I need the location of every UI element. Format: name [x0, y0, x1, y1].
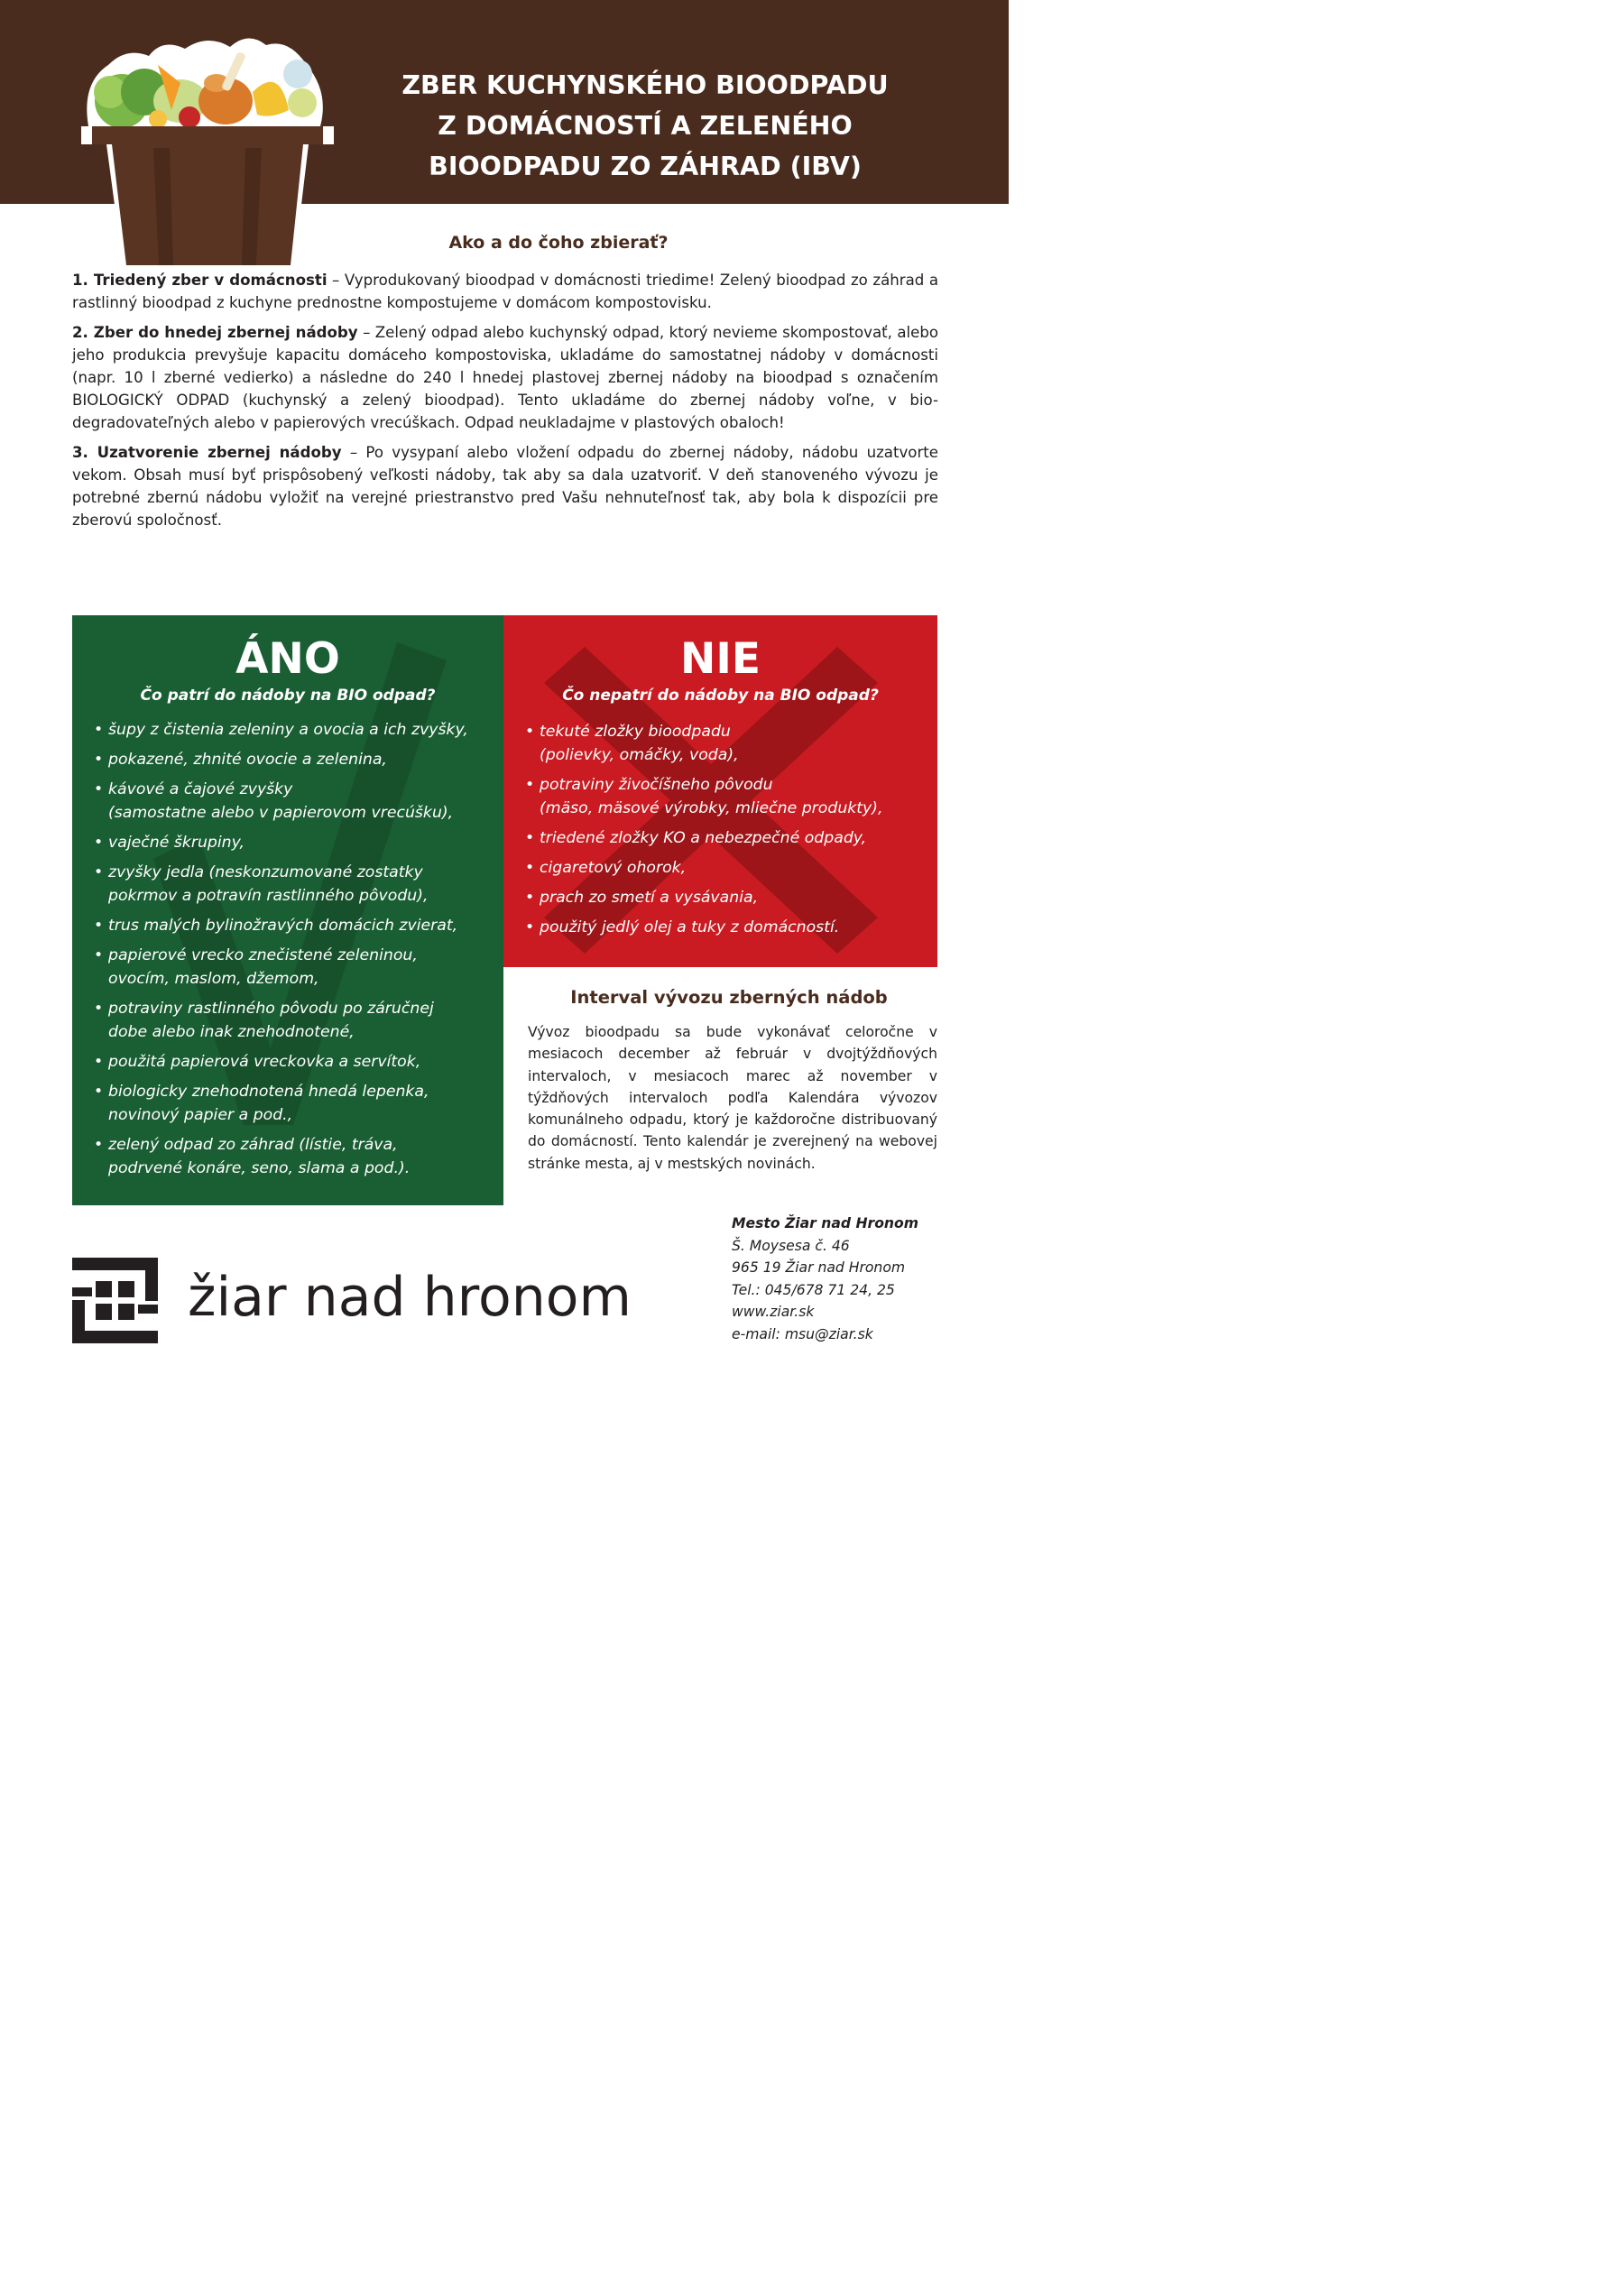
list-item-line: (mäso, mäsové výrobky, mliečne produkty),	[540, 799, 883, 817]
list-item	[94, 861, 500, 908]
bullet-icon: •	[525, 776, 535, 794]
list-item-line: (samostatne alebo v papierovom vrecúšku),	[108, 804, 454, 822]
list-item	[94, 748, 500, 771]
contact-web: www.ziar.sk	[732, 1304, 815, 1320]
list-item-line: šupy z čistenia zeleniny a ovocia a ich zvyšky,	[108, 721, 468, 739]
list-item-line: prach zo smetí a vysávania,	[540, 889, 759, 907]
city-logo-text: žiar nad hronom	[188, 1266, 632, 1329]
list-item	[525, 773, 931, 820]
list-item-line: potraviny živočíšneho pôvodu	[540, 776, 773, 794]
list-item	[525, 916, 931, 939]
no-question: Čo nepatrí do nádoby na BIO odpad?	[562, 687, 879, 705]
list-item-line: triedené zložky KO a nebezpečné odpady,	[540, 829, 867, 847]
bullet-icon: •	[94, 946, 104, 964]
list-item-line: zelený odpad zo záhrad (lístie, tráva,	[108, 1136, 398, 1154]
no-title: NIE	[680, 634, 761, 684]
title-line: Z DOMÁCNOSTÍ A ZELENÉHO	[438, 111, 853, 141]
list-item-line: novinový papier a pod.,	[108, 1106, 293, 1124]
section-heading: Ako a do čoho zbierať?	[448, 233, 669, 253]
page-title	[361, 65, 929, 187]
list-item	[94, 778, 500, 825]
contact-street: Š. Moysesa č. 46	[732, 1237, 850, 1254]
list-item-line: tekuté zložky bioodpadu	[540, 723, 731, 741]
step-heading: 2. Zber do hnedej zbernej nádoby	[72, 324, 358, 341]
list-item-line: papierové vrecko znečistené zeleninou,	[108, 946, 418, 964]
bullet-icon: •	[94, 1083, 104, 1101]
contact-email: e-mail: msu@ziar.sk	[732, 1325, 873, 1342]
contact-phone: Tel.: 045/678 71 24, 25	[732, 1281, 895, 1298]
list-item	[525, 856, 931, 880]
list-item-line: (polievky, omáčky, voda),	[540, 746, 739, 764]
list-item	[94, 718, 500, 742]
list-item	[94, 914, 500, 937]
list-item	[94, 944, 500, 991]
yes-list	[94, 718, 500, 1186]
list-item-line: trus malých bylinožravých domácich zvierat,	[108, 917, 458, 935]
list-item-line: pokazené, zhnité ovocie a zelenina,	[108, 751, 387, 769]
bullet-icon: •	[525, 918, 535, 936]
yes-question: Čo patrí do nádoby na BIO odpad?	[140, 687, 436, 705]
list-item	[94, 997, 500, 1044]
list-item	[94, 831, 500, 854]
list-item	[94, 1050, 500, 1074]
step-paragraph	[72, 321, 938, 434]
step-paragraph	[72, 441, 938, 531]
no-list	[525, 720, 931, 945]
step-text: – Vyprodukovaný bioodpad v domácnosti triedime! Zelený bioodpad zo záhrad a rastlinný bioodpad z kuchyne prednostne kompostujeme v domácom kompostovisku.	[72, 272, 938, 311]
list-item-line: biologicky znehodnotená hnedá lepenka,	[108, 1083, 429, 1101]
contact-name: Mesto Žiar nad Hronom	[732, 1215, 918, 1231]
bullet-icon: •	[94, 721, 104, 739]
bullet-icon: •	[94, 1000, 104, 1018]
bullet-icon: •	[94, 1136, 104, 1154]
list-item	[525, 826, 931, 850]
interval-text: Vývoz bioodpadu sa bude vykonávať celoročne v mesiacoch december až február v dvojtýždňových intervaloch, v mesiacoch marec až november v týždňových intervaloch podľa Kalendára vývozov komunálneho odpadu, ktorý je každoročne distribuovaný do domácností. Tento kalendár je zverejnený na webovej stránke mesta, aj v mestských novinách.	[528, 1024, 937, 1172]
step-text: – Zelený odpad alebo kuchynský odpad, ktorý nevieme skompostovať, alebo jeho produkcia prevyšuje kapacitu domáceho kompostoviska, ukladáme do samostatnej nádoby v domácnosti (napr. 10 l zberné vedierko) a následne do 240 l hnedej plastovej zbernej nádoby na bioodpad s označením BIOLOGICKÝ ODPAD (kuchynský a zelený bioodpad). Tento ukladáme do zbernej nádoby voľne, v bio-degradovateľných alebo v papierových vrecúškach. Odpad neukladajme v plastových obaloch!	[72, 324, 939, 431]
list-item-line: potraviny rastlinného pôvodu po záručnej	[108, 1000, 434, 1018]
list-item	[525, 886, 931, 909]
list-item-line: zvyšky jedla (neskonzumované zostatky	[108, 863, 423, 881]
contact-city: 965 19 Žiar nad Hronom	[732, 1259, 906, 1276]
list-item	[94, 1080, 500, 1127]
list-item-line: dobe alebo inak znehodnotené,	[108, 1023, 355, 1041]
city-logo-icon	[72, 1258, 158, 1343]
list-item-line: vaječné škrupiny,	[108, 834, 245, 852]
list-item-line: kávové a čajové zvyšky	[108, 780, 293, 798]
step-heading: 3. Uzatvorenie zbernej nádoby	[72, 444, 342, 461]
list-item-line: použitý jedlý olej a tuky z domácností.	[540, 918, 840, 936]
steps-section	[72, 269, 938, 539]
list-item	[525, 720, 931, 767]
title-line: ZBER KUCHYNSKÉHO BIOODPADU	[401, 70, 889, 100]
interval-heading: Interval vývozu zberných nádob	[570, 987, 888, 1008]
bullet-icon: •	[525, 723, 535, 741]
bullet-icon: •	[94, 780, 104, 798]
bullet-icon: •	[94, 863, 104, 881]
bullet-icon: •	[94, 834, 104, 852]
list-item-line: pokrmov a potravín rastlinného pôvodu),	[108, 887, 429, 905]
step-paragraph	[72, 269, 938, 314]
yes-panel	[72, 615, 503, 1205]
contact-block	[732, 1213, 918, 1345]
title-line: BIOODPADU ZO ZÁHRAD (IBV)	[429, 152, 862, 181]
list-item-line: podrvené konáre, seno, slama a pod.).	[108, 1159, 411, 1177]
list-item	[94, 1133, 500, 1180]
no-panel	[503, 615, 937, 967]
bullet-icon: •	[525, 829, 535, 847]
list-item-line: cigaretový ohorok,	[540, 859, 687, 877]
bullet-icon: •	[94, 751, 104, 769]
bullet-icon: •	[525, 859, 535, 877]
list-item-line: použitá papierová vreckovka a servítok,	[108, 1053, 421, 1071]
bullet-icon: •	[94, 1053, 104, 1071]
bullet-icon: •	[94, 917, 104, 935]
step-heading: 1. Triedený zber v domácnosti	[72, 272, 328, 289]
yes-title: ÁNO	[235, 634, 340, 684]
step-text: – Po vysypaní alebo vložení odpadu do zbernej nádoby, nádobu uzatvorte vekom. Obsah musí byť prispôsobený veľkosti nádoby, tak aby sa dala uzatvoriť. V deň stanoveného vývozu je potrebné zbernú nádobu vyložiť na verejné priestranstvo pred Vašu nehnuteľnosť tak, aby bola k dispozícii pre zberovú spoločnosť.	[72, 444, 938, 529]
list-item-line: ovocím, maslom, džemom,	[108, 970, 319, 988]
bullet-icon: •	[525, 889, 535, 907]
